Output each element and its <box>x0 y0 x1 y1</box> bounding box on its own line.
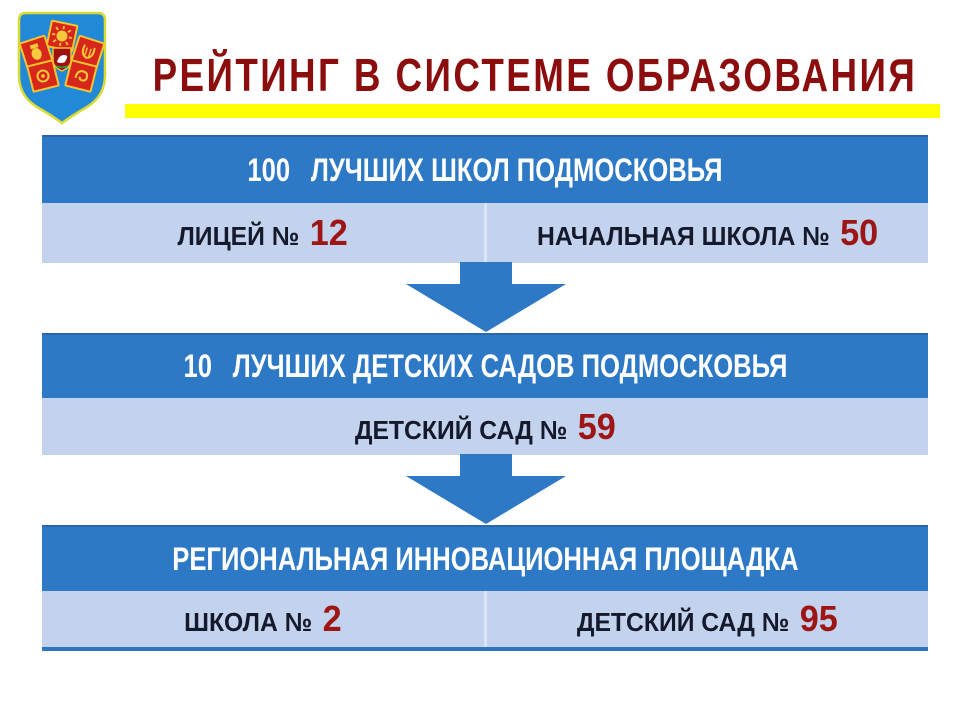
cell-lyceum-label: ЛИЦЕЙ № <box>177 221 300 251</box>
cell-kindergarten-59 <box>42 398 928 455</box>
cell-primary-school-number: 50 <box>839 212 878 253</box>
cell-kindergarten-59-number: 59 <box>577 405 616 447</box>
down-arrow-icon <box>406 262 566 332</box>
cell-school-2 <box>42 591 484 647</box>
page-title <box>130 49 940 101</box>
down-arrow-icon <box>406 454 566 524</box>
cell-primary-school-label: НАЧАЛЬНАЯ ШКОЛА № <box>536 221 830 251</box>
cell-kindergarten-95-number: 95 <box>799 598 838 639</box>
cell-lyceum <box>42 203 484 263</box>
cell-kindergarten-59-label: ДЕТСКИЙ САД № <box>354 414 567 445</box>
block-best-kindergartens-count: 10 <box>183 348 212 384</box>
town-coat-of-arms-icon <box>12 8 112 128</box>
cell-primary-school <box>484 203 929 263</box>
block-best-kindergartens-title: ЛУЧШИХ ДЕТСКИХ САДОВ ПОДМОСКОВЬЯ <box>232 348 787 384</box>
block-innovation-platform-row <box>42 591 928 647</box>
cell-lyceum-number: 12 <box>309 212 348 253</box>
block-best-kindergartens-row <box>42 398 928 455</box>
block-best-schools-header <box>42 135 928 203</box>
bottom-divider-line <box>42 647 928 651</box>
block-best-schools-title: ЛУЧШИХ ШКОЛ ПОДМОСКОВЬЯ <box>310 151 723 188</box>
cell-school-2-number: 2 <box>322 598 342 639</box>
cell-school-2-label: ШКОЛА № <box>183 607 313 637</box>
cell-kindergarten-95-label: ДЕТСКИЙ САД № <box>576 607 790 637</box>
block-best-schools-row <box>42 203 928 263</box>
block-best-schools-count: 100 <box>247 151 291 188</box>
block-innovation-platform-title: РЕГИОНАЛЬНАЯ ИННОВАЦИОННАЯ ПЛОЩАДКА <box>171 540 799 577</box>
page-title-text: РЕЙТИНГ В СИСТЕМЕ ОБРАЗОВАНИЯ <box>152 49 918 101</box>
title-underline <box>125 104 940 118</box>
cell-kindergarten-95 <box>484 591 929 647</box>
block-best-kindergartens-header <box>42 333 928 398</box>
block-innovation-platform-header <box>42 525 928 591</box>
